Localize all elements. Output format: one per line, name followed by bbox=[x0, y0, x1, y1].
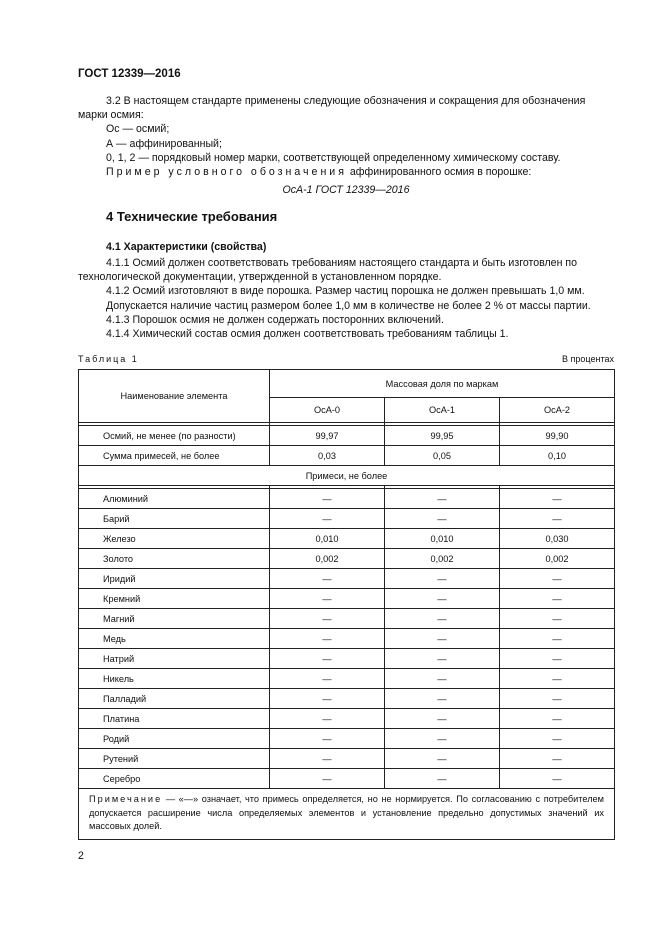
value-cell: — bbox=[270, 629, 385, 649]
value-cell: — bbox=[500, 709, 615, 729]
value-cell: — bbox=[385, 669, 500, 689]
value-cell: — bbox=[385, 749, 500, 769]
column-header-element: Наименование элемента bbox=[79, 370, 270, 423]
value-cell: — bbox=[385, 689, 500, 709]
table-caption: Таблица 1 bbox=[78, 354, 139, 364]
value-cell: — bbox=[385, 489, 500, 509]
element-name-cell: Золото bbox=[79, 549, 270, 569]
table-row bbox=[79, 649, 615, 669]
table-row bbox=[79, 569, 615, 589]
value-cell: — bbox=[385, 709, 500, 729]
section-3-2 bbox=[78, 94, 614, 179]
page-number: 2 bbox=[78, 850, 84, 862]
element-name-cell: Барий bbox=[79, 509, 270, 529]
value-cell: — bbox=[270, 569, 385, 589]
table-row bbox=[79, 446, 615, 466]
value-cell: — bbox=[385, 649, 500, 669]
table-row bbox=[79, 689, 615, 709]
value-cell: 99,95 bbox=[385, 426, 500, 446]
element-name-cell: Медь bbox=[79, 629, 270, 649]
paragraph-3-2: 3.2 В настоящем стандарте применены следующие обозначения и сокращения для обозначения марки осмия: bbox=[78, 95, 586, 122]
value-cell: — bbox=[500, 509, 615, 529]
element-name-cell: Сумма примесей, не более bbox=[79, 446, 270, 466]
table-row bbox=[79, 769, 615, 789]
element-name-cell: Платина bbox=[79, 709, 270, 729]
element-name-cell: Железо bbox=[79, 529, 270, 549]
value-cell: — bbox=[500, 589, 615, 609]
paragraph-4-1-3: 4.1.3 Порошок осмия не должен содержать посторонних включений. bbox=[106, 313, 444, 326]
value-cell: — bbox=[500, 729, 615, 749]
value-cell: — bbox=[270, 689, 385, 709]
value-cell: — bbox=[385, 569, 500, 589]
value-cell: — bbox=[500, 609, 615, 629]
element-name-cell: Осмий, не менее (по разности) bbox=[79, 426, 270, 446]
table-row bbox=[79, 629, 615, 649]
value-cell: — bbox=[270, 509, 385, 529]
column-header-grade: ОсА-0 bbox=[270, 398, 385, 423]
element-name-cell: Родий bbox=[79, 729, 270, 749]
element-name-cell: Палладий bbox=[79, 689, 270, 709]
value-cell: 0,002 bbox=[500, 549, 615, 569]
value-cell: — bbox=[270, 589, 385, 609]
column-header-mass-fraction: Массовая доля по маркам bbox=[270, 370, 615, 398]
designation-numbers: 0, 1, 2 — порядковый номер марки, соответствующей определенному химическому составу. bbox=[106, 151, 561, 164]
designation-os: Ос — осмий; bbox=[106, 123, 170, 136]
table-row bbox=[79, 549, 615, 569]
paragraph-4-1-2b: Допускается наличие частиц размером более 1,0 мм в количестве не более 2 % от массы партии. bbox=[106, 299, 591, 312]
value-cell: — bbox=[270, 649, 385, 669]
impurities-header-row bbox=[79, 466, 615, 486]
table-row bbox=[79, 529, 615, 549]
designation-a: А — аффинированный; bbox=[106, 137, 222, 150]
table-row bbox=[79, 589, 615, 609]
subsection-4-1-title: 4.1 Характеристики (свойства) bbox=[106, 241, 267, 253]
example-formula: ОсА-1 ГОСТ 12339—2016 bbox=[282, 184, 410, 196]
composition-table bbox=[78, 369, 615, 840]
element-name-cell: Иридий bbox=[79, 569, 270, 589]
value-cell: — bbox=[385, 509, 500, 529]
paragraph-4-1-4: 4.1.4 Химический состав осмия должен соответствовать требованиям таблицы 1. bbox=[106, 328, 509, 341]
table-unit: В процентах bbox=[562, 354, 614, 364]
value-cell: — bbox=[385, 629, 500, 649]
element-name-cell: Серебро bbox=[79, 769, 270, 789]
value-cell: 0,010 bbox=[385, 529, 500, 549]
value-cell: 0,03 bbox=[270, 446, 385, 466]
value-cell: — bbox=[500, 649, 615, 669]
value-cell: — bbox=[385, 769, 500, 789]
element-name-cell: Алюминий bbox=[79, 489, 270, 509]
column-header-grade: ОсА-2 bbox=[500, 398, 615, 423]
table-row bbox=[79, 669, 615, 689]
column-header-grade: ОсА-1 bbox=[385, 398, 500, 423]
element-name-cell: Рутений bbox=[79, 749, 270, 769]
section-4-title: 4 Технические требования bbox=[106, 209, 278, 224]
table-row bbox=[79, 489, 615, 509]
value-cell: 0,10 bbox=[500, 446, 615, 466]
value-cell: 99,97 bbox=[270, 426, 385, 446]
example-label: Пример условного обозначения bbox=[106, 166, 347, 179]
value-cell: 0,010 bbox=[270, 529, 385, 549]
value-cell: — bbox=[270, 729, 385, 749]
value-cell: — bbox=[385, 589, 500, 609]
value-cell: — bbox=[385, 729, 500, 749]
value-cell: — bbox=[500, 489, 615, 509]
value-cell: — bbox=[500, 749, 615, 769]
element-name-cell: Кремний bbox=[79, 589, 270, 609]
value-cell: — bbox=[500, 769, 615, 789]
value-cell: — bbox=[270, 769, 385, 789]
value-cell: — bbox=[500, 669, 615, 689]
table-body bbox=[79, 423, 615, 789]
value-cell: 0,002 bbox=[385, 549, 500, 569]
value-cell: — bbox=[500, 689, 615, 709]
table-row bbox=[79, 709, 615, 729]
element-name-cell: Натрий bbox=[79, 649, 270, 669]
table-row bbox=[79, 609, 615, 629]
value-cell: 0,05 bbox=[385, 446, 500, 466]
document-header: ГОСТ 12339—2016 bbox=[78, 68, 181, 80]
impurities-header: Примеси, не более bbox=[79, 466, 615, 486]
paragraph-4-1-2a: 4.1.2 Осмий изготовляют в виде порошка. Размер частиц порошка не должен превышать 1,0 мм. bbox=[106, 285, 585, 298]
example-line bbox=[78, 165, 614, 179]
value-cell: — bbox=[270, 669, 385, 689]
value-cell: — bbox=[500, 569, 615, 589]
value-cell: — bbox=[270, 609, 385, 629]
table-row bbox=[79, 426, 615, 446]
note-text: — «—» означает, что примесь определяется, но не нормируется. По согласованию с потребителем допускается расширение числа определяемых элементов и установление предельно допустимых значений их массовых долей. bbox=[89, 794, 604, 832]
note-label: Примечание bbox=[89, 794, 163, 804]
value-cell: — bbox=[270, 749, 385, 769]
element-name-cell: Магний bbox=[79, 609, 270, 629]
table-row bbox=[79, 729, 615, 749]
value-cell: — bbox=[270, 489, 385, 509]
element-name-cell: Никель bbox=[79, 669, 270, 689]
table-row bbox=[79, 749, 615, 769]
table-row bbox=[79, 509, 615, 529]
value-cell: 0,002 bbox=[270, 549, 385, 569]
paragraph-4-1-1: 4.1.1 Осмий должен соответствовать требованиям настоящего стандарта и быть изготовлен по технологической документации, утвержденной в установленном порядке. bbox=[78, 257, 577, 284]
value-cell: 0,030 bbox=[500, 529, 615, 549]
value-cell: 99,90 bbox=[500, 426, 615, 446]
value-cell: — bbox=[385, 609, 500, 629]
table-note bbox=[79, 789, 615, 840]
value-cell: — bbox=[270, 709, 385, 729]
example-tail: аффинированного осмия в порошке: bbox=[346, 166, 532, 179]
value-cell: — bbox=[500, 629, 615, 649]
section-4-1-body bbox=[78, 256, 614, 341]
